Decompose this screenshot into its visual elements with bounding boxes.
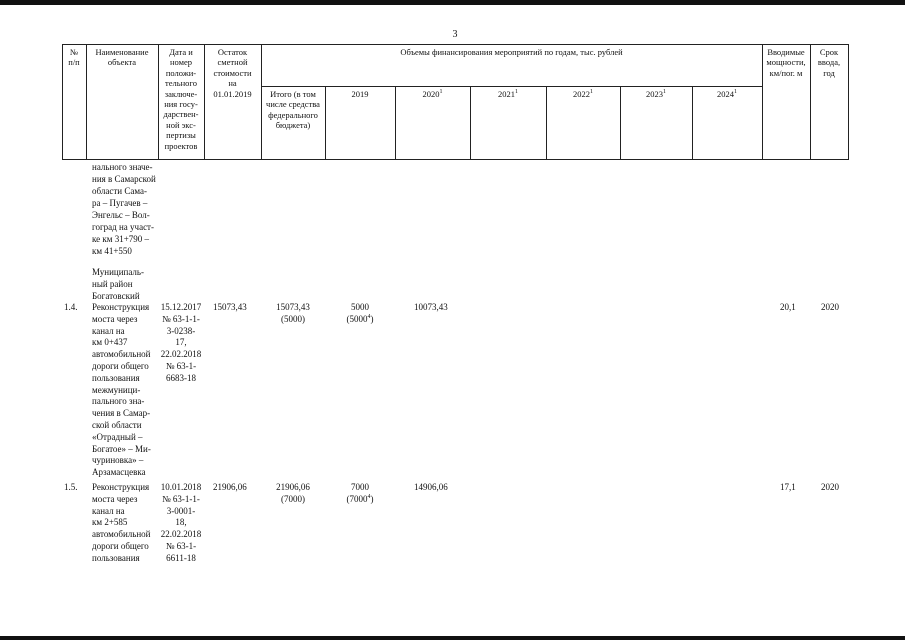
row-capacity: 17,1: [780, 482, 796, 492]
row-2020: 14906,06: [414, 482, 448, 492]
header-term: Срок ввода, год: [817, 47, 841, 78]
header-year-2020: 2020$^1$: [422, 89, 443, 99]
header-num: № п/п: [68, 47, 80, 68]
header-total: Итого (в том числе средства федерального бюджета): [266, 89, 320, 131]
district-label: Муниципаль- ный район Богатовский: [92, 267, 145, 301]
continuation-name: нального значе- ния в Самарской области Сама- ра – Пугачев – Энгельс – Вол- гоград на участ- ке км 31+790 – км 41+550: [92, 162, 156, 256]
row-2019: 5000 (5000$^4$): [346, 302, 374, 324]
header-year-2024: 2024$^1$: [717, 89, 737, 99]
row-balance: 15073,43: [213, 302, 247, 312]
row-2019: 7000 (7000$^4$): [346, 482, 374, 504]
top-border: [0, 0, 905, 5]
header-capacity: Вводимые мощности, км/пог. м: [766, 47, 806, 78]
page-number: 3: [452, 29, 458, 40]
row-num: 1.4.: [64, 302, 78, 312]
header-balance: Остаток сметной стоимости на 01.01.2019: [213, 47, 252, 99]
row-name: Реконструкция моста через канал на км 0+437 автомобильной дороги общего пользования межмуници- пального зна- чения в Самар- ской области «Отрадный – Богатое» – Ми- чуриновка» – Арзамасцевка: [92, 302, 151, 478]
header-name: Наименование объекта: [95, 47, 149, 68]
row-num: 1.5.: [64, 482, 78, 492]
row-total: 15073,43 (5000): [276, 302, 310, 324]
row-date: 10.01.2018 № 63-1-1- 3-0001- 18, 22.02.2018 № 63-1- 6611-18: [160, 482, 202, 563]
row-total: 21906,06 (7000): [276, 482, 310, 504]
bottom-border: [0, 636, 905, 640]
row-term: 2020: [821, 482, 839, 492]
header-year-2019: 2019: [351, 89, 369, 99]
row-date: 15.12.2017 № 63-1-1- 3-0238- 17, 22.02.2018 № 63-1- 6683-18: [160, 302, 202, 383]
row-balance: 21906,06: [213, 482, 247, 492]
row-term: 2020: [821, 302, 839, 312]
header-date: Дата и номер положи- тельного заключе- ния госу- дарствен- ной экс- пертизы проектов: [163, 47, 199, 151]
header-funding: Объемы финансирования мероприятий по годам, тыс. рублей: [400, 47, 623, 57]
header-year-2022: 2022$^1$: [573, 89, 593, 99]
header-year-2021: 2021$^1$: [498, 89, 518, 99]
row-name: Реконструкция моста через канал на км 2+585 автомобильной дороги общего пользования: [92, 482, 151, 563]
row-capacity: 20,1: [780, 302, 796, 312]
row-2020: 10073,43: [414, 302, 448, 312]
header-year-2023: 2023$^1$: [646, 89, 666, 99]
